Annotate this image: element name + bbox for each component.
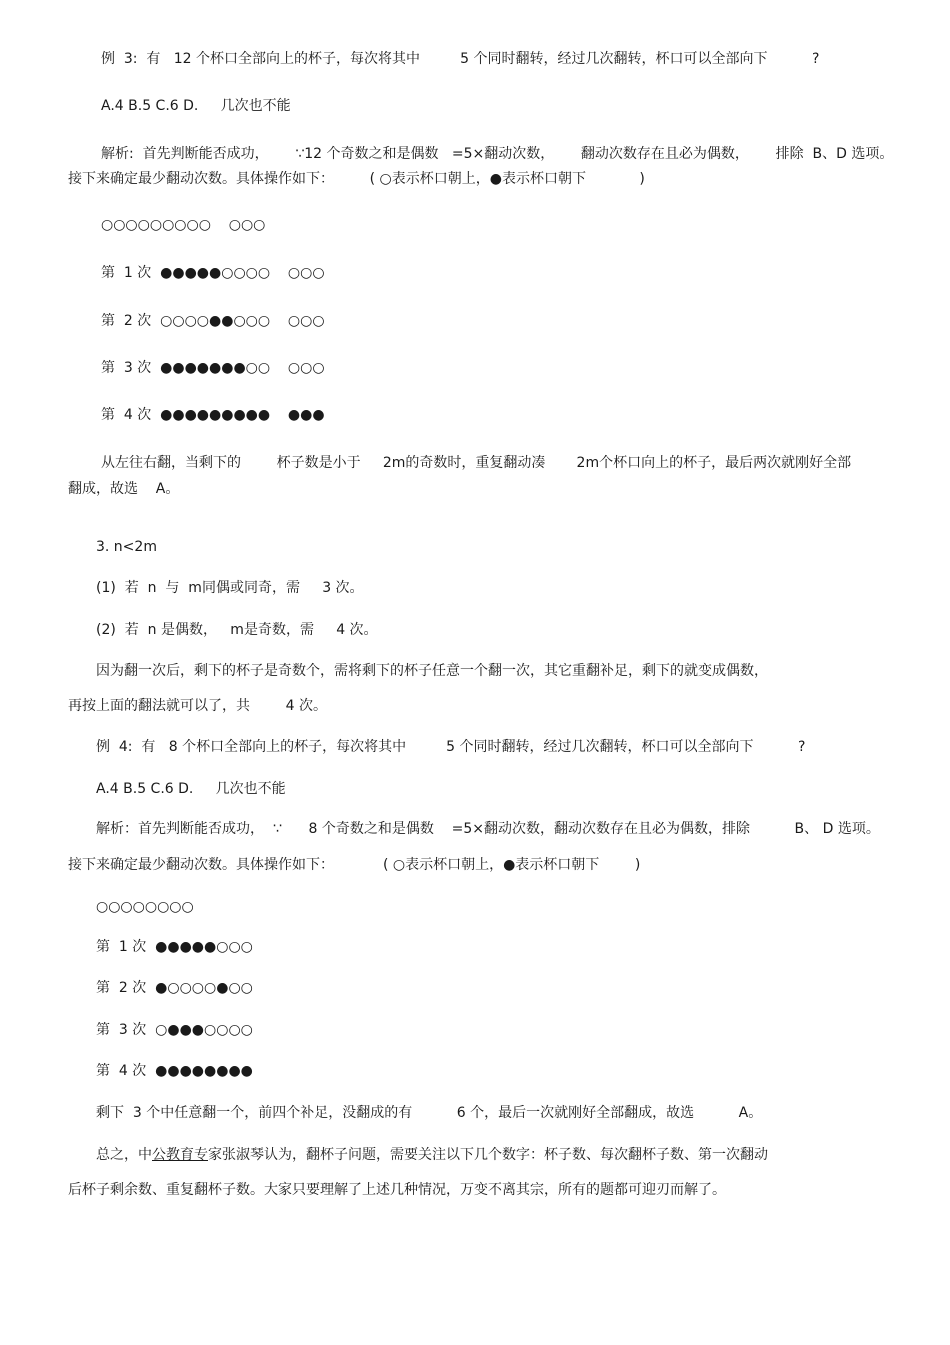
- summary-underlined-text: 公教育专: [152, 1147, 208, 1163]
- case3-item-1: (1) 若 n 与 m同偶或同奇，需 3 次。: [96, 580, 364, 596]
- example4-conclusion: 剩下 3 个中任意翻一个，前四个补足，没翻成的有 6 个，最后一次就刚好全部翻成，故选 A。: [96, 1105, 763, 1121]
- summary-before-link: 总之，中: [96, 1147, 152, 1163]
- case3-item-2: (2) 若 n 是偶数， m是奇数，需 4 次。: [96, 622, 378, 638]
- example4-step-1: 第 1 次 ●●●●●○○○: [96, 939, 253, 955]
- example3-conclusion-line1: 从左往右翻，当剩下的 杯子数是小于 2m的奇数时，重复翻动凑 2m个杯口向上的杯子，最后两次就刚好全部: [101, 455, 852, 471]
- summary-line1: [96, 1145, 768, 1165]
- example3-conclusion-line2: 翻成，故选 A。: [68, 481, 180, 497]
- example4-analysis-line2: 接下来确定最少翻动次数。具体操作如下： ( ○表示杯口朝上，●表示杯口朝下 ): [68, 857, 641, 873]
- example4-step-2: 第 2 次 ●○○○○●○○: [96, 980, 253, 996]
- example4-step-4: 第 4 次 ●●●●●●●●: [96, 1063, 253, 1079]
- example3-analysis-line2: 接下来确定最少翻动次数。具体操作如下： ( ○表示杯口朝上，●表示杯口朝下 ): [68, 171, 645, 187]
- example3-initial-state: ○○○○○○○○○ ○○○: [101, 217, 266, 233]
- summary-after-link: 家张淑琴认为，翻杯子问题，需要关注以下几个数字：杯子数、每次翻杯子数、第一次翻动: [208, 1147, 768, 1163]
- case3-heading: 3. n<2m: [96, 539, 157, 555]
- example3-step-2: 第 2 次 ○○○○●●○○○ ○○○: [101, 313, 325, 329]
- example4-question: 例 4: 有 8 个杯口全部向上的杯子，每次将其中 5 个同时翻转，经过几次翻转，杯口可以全部向下 ?: [96, 739, 806, 755]
- example4-step-3: 第 3 次 ○●●●○○○○: [96, 1022, 253, 1038]
- example3-step-1: 第 1 次 ●●●●●○○○○ ○○○: [101, 265, 325, 281]
- example4-analysis-line1: 解析：首先判断能否成功， ∵ 8 个奇数之和是偶数 =5×翻动次数，翻动次数存在且必为偶数，排除 B、 D 选项。: [96, 821, 880, 837]
- example4-initial-state: ○○○○○○○○: [96, 899, 194, 915]
- summary-line2: 后杯子剩余数、重复翻杯子数。大家只要理解了上述几种情况，万变不离其宗，所有的题都可迎刃而解了。: [68, 1182, 726, 1198]
- example3-question: 例 3: 有 12 个杯口全部向上的杯子，每次将其中 5 个同时翻转，经过几次翻转，杯口可以全部向下 ?: [101, 51, 820, 67]
- example4-options: A.4 B.5 C.6 D. 几次也不能: [96, 781, 286, 797]
- example3-step-3: 第 3 次 ●●●●●●●○○ ○○○: [101, 360, 325, 376]
- example3-analysis-line1: 解析: 首先判断能否成功， ∵12 个奇数之和是偶数 =5×翻动次数， 翻动次数存在且必为偶数， 排除 B、D 选项。: [101, 146, 894, 162]
- example3-options: A.4 B.5 C.6 D. 几次也不能: [101, 98, 291, 114]
- example3-step-4: 第 4 次 ●●●●●●●●● ●●●: [101, 407, 325, 423]
- case3-explain-line1: 因为翻一次后，剩下的杯子是奇数个，需将剩下的杯子任意一个翻一次，其它重翻补足，剩下的就变成偶数，: [96, 663, 768, 679]
- case3-explain-line2: 再按上面的翻法就可以了，共 4 次。: [68, 698, 327, 714]
